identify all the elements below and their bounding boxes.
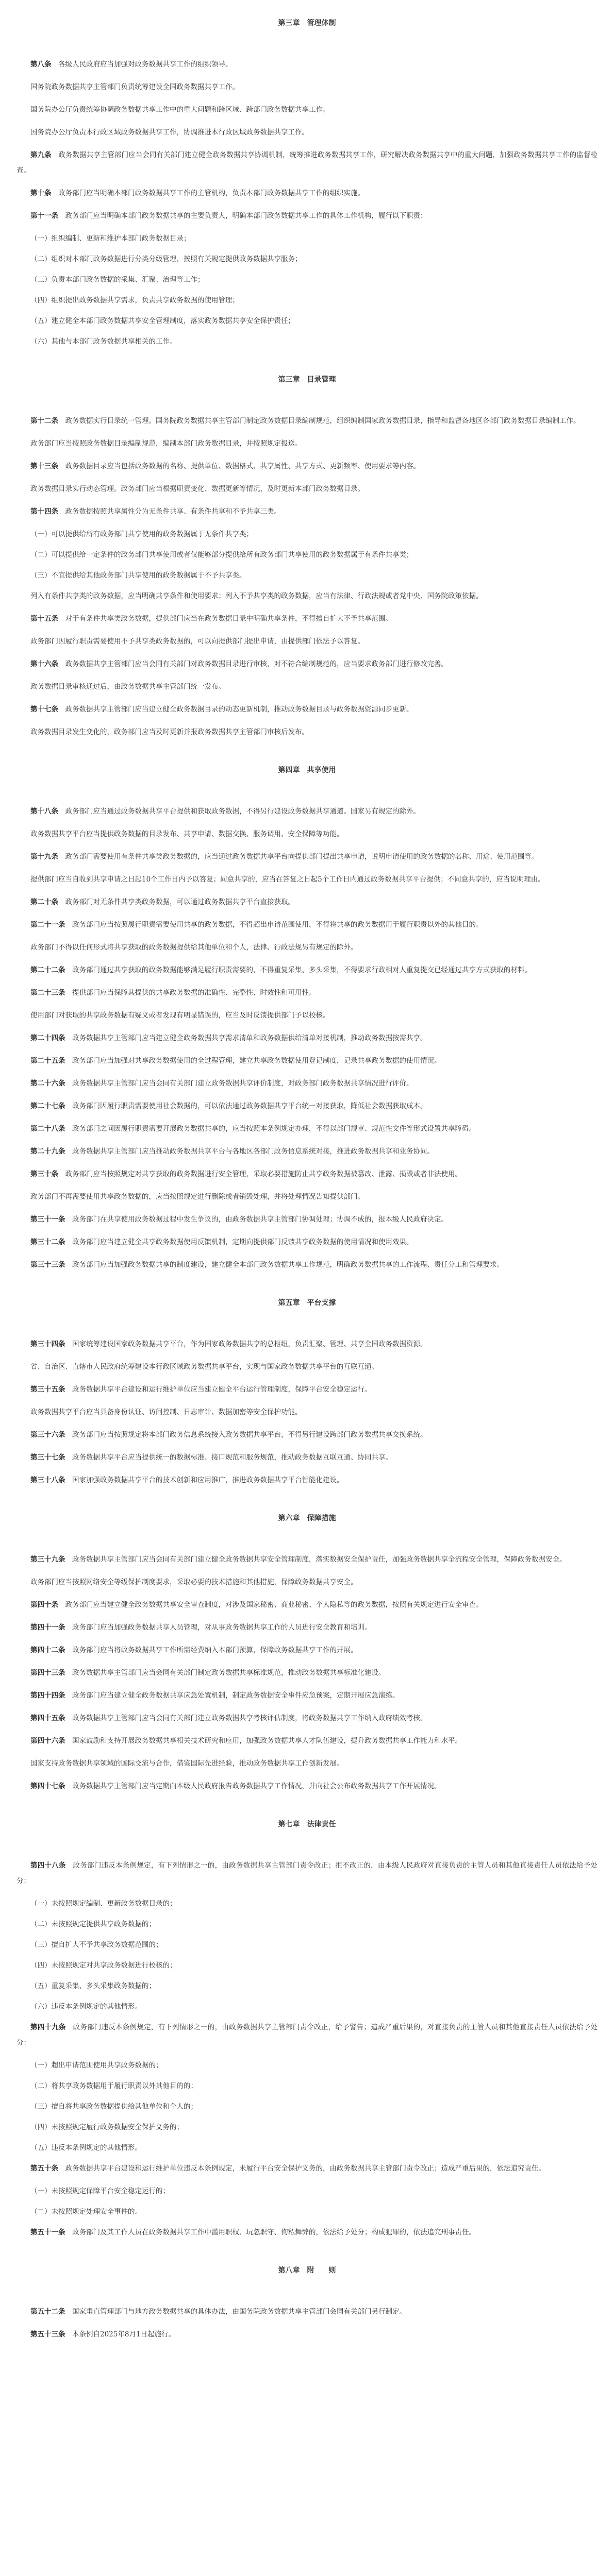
list-item: （二）可以提供给一定条件的政务部门共享使用或者仅能够部分提供给所有政务部门共享使用的政务数据属于有条件共享类；: [30, 551, 413, 559]
article-number: 第二十二条: [30, 966, 65, 974]
article-paragraph: [16, 826, 598, 842]
article-text: 政务部门应当按照规定对共享获取的政务数据进行安全管理，采取必要措施防止共享政务数据被篡改、泄露、损毁或者非法使用。: [65, 1170, 462, 1178]
article-number: 第十八条: [30, 807, 58, 816]
chapter-title: 第三章 管理体制: [278, 19, 336, 27]
article-text: 政务数据按照共享属性分为无条件共享、有条件共享和不予共享三类。: [65, 507, 281, 516]
article-number: 第二十条: [30, 898, 58, 906]
article-number: 第二十三条: [30, 989, 65, 997]
chapter-title: 第八章 附 则: [278, 2266, 336, 2275]
article-text: 政务数据实行目录统一管理。国务院政务数据共享主管部门制定政务数据目录编制规范，组织编制国家政务数据目录，指导和监督各地区各部门政务数据目录编制工作。: [65, 417, 580, 425]
article-text: 政务部门应当建立健全政务数据共享安全审查制度，对涉及国家秘密、商业秘密、个人隐私等的政务数据，按照有关规定进行安全审查。: [65, 1601, 483, 1609]
article-text: 本条例自2025年8月1日起施行。: [72, 2330, 176, 2338]
article-number: 第十二条: [30, 417, 58, 425]
article-number: 第三十四条: [30, 1340, 65, 1348]
article-number: 第三十条: [30, 1170, 58, 1178]
chapter-title: 第三章 目录管理: [278, 376, 336, 384]
list-item: （三）擅自扩大不予共享政务数据范围的；: [30, 1941, 163, 1949]
article-paragraph: [16, 634, 598, 649]
article-text: 省、自治区、直辖市人民政府统筹建设本行政区域政务数据共享平台，实现与国家政务数据共享平台的互联互通。: [30, 1363, 378, 1371]
article-text: 政务部门对无条件共享类政务数据，可以通过政务数据共享平台直接获取。: [65, 898, 295, 906]
article-text: 政务数据共享主管部门应当会同有关部门制定政务数据共享标准规范，推动政务数据共享标准化建设。: [72, 1669, 386, 1677]
article-text: 政务部门不再需要使用共享政务数据的，应当按照规定进行删除或者销毁处理，并将处理情况告知提供部门。: [30, 1193, 364, 1201]
article-text: 政务部门因履行职责需要使用社会数据的，可以依法通过政务数据共享平台统一对接获取，降低社会数据获取成本。: [72, 1102, 427, 1110]
chapter-title: 第五章 平台支撑: [278, 1299, 336, 1307]
article-paragraph: [16, 125, 598, 140]
article-number: 第四十四条: [30, 1691, 65, 1700]
article-text: 国务院办公厅负责统筹协调政务数据共享工作中的重大问题和跨区域、跨部门政务数据共享工作。: [30, 106, 330, 114]
article-paragraph: [16, 481, 598, 497]
article-text: 国务院办公厅负责本行政区域政务数据共享工作，协调推进本行政区域政务数据共享工作。: [30, 128, 309, 137]
article-text: 政务部门之间因履行职责需要开展政务数据共享的，应当按照本条例规定办理，不得以部门规章、规范性文件等形式设置共享障碍。: [72, 1125, 476, 1133]
list-item: （二）组织对本部门政务数据进行分类分级管理，按照有关规定提供政务数据共享服务；: [30, 255, 302, 263]
article-text: 政务数据共享平台建设和运行维护单位违反本条例规定，未履行平台安全保护义务的，由政务数据共享主管部门责令改正；造成严重后果的，依法追究责任。: [65, 2164, 545, 2173]
article-paragraph: [16, 1574, 598, 1590]
article-text: 政务部门应当按照网络安全等级保护制度要求，采取必要的技术措施和其他措施，保障政务数据共享安全。: [30, 1578, 358, 1586]
article-number: 第三十五条: [30, 1385, 65, 1394]
article-text: 对于有条件共享类政务数据，提供部门应当在政务数据目录中明确共享条件，不得擅自扩大不予共享范围。: [65, 615, 392, 623]
article-paragraph: [16, 436, 598, 451]
article-text: 政务部门应当按照规定将本部门政务信息系统接入政务数据共享平台，不得另行建设跨部门政务数据共享交换系统。: [72, 1431, 427, 1439]
list-item: （五）违反本条例规定的其他情形。: [30, 2144, 142, 2152]
article-text: 政务部门及其工作人员在政务数据共享工作中滥用职权、玩忽职守、徇私舞弊的，依法给予处分；构成犯罪的，依法追究刑事责任。: [72, 2228, 476, 2236]
article-paragraph: [16, 1710, 598, 1726]
article-number: 第二十五条: [30, 1057, 65, 1065]
chapter-title: 第六章 保障措施: [278, 1514, 336, 1522]
article-paragraph: [16, 1382, 598, 1397]
article-paragraph: [16, 208, 598, 224]
article-paragraph: [16, 1030, 598, 1046]
article-text: 政务部门应当明确本部门政务数据共享的主要负责人，明确本部门政务数据共享工作的具体工作机构，履行以下职责：: [65, 212, 427, 220]
article-paragraph: [16, 2327, 598, 2342]
article-text: 国家垂直管理部门与地方政务数据共享的具体办法，由国务院政务数据共享主管部门会同有关部门另行制定。: [72, 2308, 406, 2316]
list-item: （二）将共享政务数据用于履行职责以外其他目的的；: [30, 2082, 197, 2090]
list-item: （五）建立健全本部门政务数据共享安全管理制度，落实政务数据共享安全保护责任；: [30, 317, 295, 325]
list-item: （四）未按照规定对共享政务数据进行校核的；: [30, 1961, 177, 1970]
article-number: 第四十一条: [30, 1623, 65, 1632]
article-paragraph: [16, 894, 598, 910]
article-text: 政务部门应当按照政务数据目录编制规范，编制本部门政务数据目录，并按照规定报送。: [30, 439, 302, 448]
article-paragraph: [16, 1076, 598, 1091]
article-text: 政务数据目录审核通过后，由政务数据共享主管部门统一发布。: [30, 683, 225, 691]
article-number: 第三十九条: [30, 1555, 65, 1564]
article-paragraph: [16, 656, 598, 672]
article-paragraph: [16, 985, 598, 1001]
article-paragraph: [16, 702, 598, 717]
article-text: 政务部门应当加强政务数据共享的制度建设，建立健全本部门政务数据共享工作规范，明确政务数据共享的工作流程、责任分工和管理要求。: [72, 1261, 504, 1269]
article-number: 第八条: [30, 60, 52, 69]
article-number: 第十六条: [30, 660, 58, 668]
article-number: 第十条: [30, 189, 52, 197]
article-number: 第十四条: [30, 507, 58, 516]
article-number: 第五十二条: [30, 2308, 65, 2316]
article-paragraph: [16, 1778, 598, 1794]
article-number: 第十九条: [30, 853, 58, 861]
article-paragraph: [16, 1642, 598, 1658]
article-text: 使用部门对获取的共享政务数据有疑义或者发现有明显错误的，应当及时反馈提供部门予以校核。: [30, 1011, 330, 1020]
article-paragraph: [16, 940, 598, 955]
article-text: 政务数据共享主管部门应当会同有关部门建立健全政务数据共享协调机制，统筹推进政务数据共享工作，研究解决政务数据共享中的重大问题，加强政务数据共享工作的监督检查。: [16, 151, 598, 175]
article-text: 政务数据共享主管部门应当会同有关部门建立健全政务数据共享安全管理制度，落实数据安全保护责任，加强政务数据共享全流程安全管理，保障政务数据安全。: [72, 1555, 567, 1564]
article-paragraph: [16, 504, 598, 519]
list-item: （三）不宜提供给其他政务部门共享使用的政务数据属于不予共享类。: [30, 571, 246, 580]
chapter-title: 第七章 法律责任: [278, 1820, 336, 1828]
article-number: 第二十八条: [30, 1125, 65, 1133]
article-paragraph: [16, 2225, 598, 2240]
article-text: 提供部门应当保障其提供的共享政务数据的准确性、完整性、时效性和可用性。: [72, 989, 316, 997]
list-item: （三）负责本部门政务数据的采集、汇聚、治理等工作；: [30, 276, 205, 284]
article-text: 政务部门应当通过政务数据共享平台提供和获取政务数据，不得另行建设政务数据共享通道。国家另有规定的除外。: [65, 807, 420, 816]
article-paragraph: [16, 917, 598, 933]
article-paragraph: [16, 413, 598, 429]
article-text: 国家支持政务数据共享领域的国际交流与合作，借鉴国际先进经验，推动政务数据共享工作创新发展。: [30, 1759, 344, 1768]
article-paragraph: [16, 1053, 598, 1069]
article-number: 第五十三条: [30, 2330, 65, 2338]
article-number: 第四十三条: [30, 1669, 65, 1677]
article-number: 第二十六条: [30, 1079, 65, 1088]
article-paragraph: [16, 1212, 598, 1227]
article-paragraph: [16, 1404, 598, 1420]
article-number: 第二十九条: [30, 1147, 65, 1156]
article-number: 第二十一条: [30, 921, 65, 929]
list-item: （一）组织编制、更新和维护本部门政务数据目录；: [30, 234, 191, 243]
article-paragraph: [16, 1756, 598, 1771]
article-number: 第十五条: [30, 615, 58, 623]
article-paragraph: [16, 804, 598, 819]
article-number: 第十三条: [30, 462, 58, 470]
article-paragraph: [16, 1008, 598, 1023]
article-number: 第二十四条: [30, 1034, 65, 1042]
article-paragraph: [16, 611, 598, 626]
article-text: 国务院政务数据共享主管部门负责统筹建设全国政务数据共享工作。: [30, 83, 239, 91]
article-paragraph: [16, 1858, 598, 1889]
article-text: 政务数据共享平台应当提供统一的数据标准、接口规范和服务规范，推动政务数据互联互通、协同共享。: [72, 1453, 392, 1462]
article-paragraph: [16, 962, 598, 978]
article-text: 政务数据共享平台应当具备身份认证、访问控制、日志审计、数据加密等安全保护功能。: [30, 1408, 302, 1416]
list-item: （一）未按照规定编制、更新政务数据目录的；: [30, 1900, 177, 1908]
article-number: 第四十九条: [30, 2023, 66, 2031]
article-text: 政务部门在共享使用政务数据过程中发生争议的，由政务数据共享主管部门协调处理；协调不成的，报本级人民政府决定。: [72, 1215, 448, 1224]
article-paragraph: [16, 102, 598, 117]
article-number: 第三十三条: [30, 1261, 65, 1269]
article-paragraph: [16, 1688, 598, 1703]
article-paragraph: [16, 2161, 598, 2176]
article-paragraph: [16, 1234, 598, 1250]
article-paragraph: [16, 1189, 598, 1205]
list-item: （五）重复采集、多头采集政务数据的；: [30, 1982, 156, 1990]
list-item: （二）未按照规定处理安全事件的。: [30, 2208, 142, 2216]
article-text: 国家统筹建设国家政务数据共享平台，作为国家政务数据共享的总枢纽，负责汇聚、管理、共享全国政务数据资源。: [72, 1340, 427, 1348]
list-item: （二）未按照规定提供共享政务数据的；: [30, 1920, 156, 1928]
article-paragraph: [16, 872, 598, 887]
article-text: 政务数据目录发生变化的，政务部门应当及时更新并报政务数据共享主管部门审核后发布。: [30, 728, 309, 736]
article-paragraph: [16, 849, 598, 865]
list-item: （一）超出申请范围使用共享政务数据的；: [30, 2061, 163, 2070]
article-number: 第五十一条: [30, 2228, 65, 2236]
article-paragraph: [16, 2304, 598, 2319]
article-text: 政务部门违反本条例规定，有下列情形之一的，由政务数据共享主管部门责令改正；拒不改正的，由本级人民政府对直接负责的主管人员和其他直接责任人员依法给予处分：: [16, 1861, 598, 1885]
article-paragraph: [16, 724, 598, 740]
article-paragraph: [16, 1098, 598, 1114]
article-text: 列入有条件共享类的政务数据，应当明确共享条件和使用要求；列入不予共享类的政务数据，应当有法律、行政法规或者党中央、国务院政策依据。: [30, 592, 483, 600]
article-number: 第三十八条: [30, 1476, 65, 1484]
article-text: 政务部门不得以任何形式将共享获取的政务数据提供给其他单位和个人，法律、行政法规另有规定的除外。: [30, 943, 358, 952]
article-paragraph: [16, 1121, 598, 1137]
chapter-title: 第四章 共享使用: [278, 766, 336, 774]
article-paragraph: [16, 1597, 598, 1613]
article-paragraph: [16, 57, 598, 72]
article-text: 提供部门应当自收到共享申请之日起10个工作日内予以答复；同意共享的，应当在答复之日起5个工作日内通过政务数据共享平台提供；不同意共享的，应当说明理由。: [30, 875, 545, 884]
article-paragraph: [16, 1144, 598, 1159]
article-text: 政务部门应当明确本部门政务数据共享工作的主管机构，负责本部门政务数据共享工作的组织实施。: [58, 189, 364, 197]
article-paragraph: [16, 2020, 598, 2050]
article-text: 政务数据共享主管部门应当会同有关部门建立政务数据共享考核评估制度，将政务数据共享工作纳入政府绩效考核。: [72, 1714, 427, 1722]
article-paragraph: [16, 1336, 598, 1352]
article-paragraph: [16, 588, 598, 604]
article-text: 政务数据目录应当包括政务数据的名称、提供单位、数据格式、共享属性、共享方式、更新频率、使用要求等内容。: [65, 462, 420, 470]
article-number: 第九条: [30, 151, 52, 159]
article-number: 第四十五条: [30, 1714, 65, 1722]
article-paragraph: [16, 1427, 598, 1443]
article-number: 第四十七条: [30, 1782, 65, 1790]
article-number: 第三十七条: [30, 1453, 65, 1462]
article-paragraph: [16, 1166, 598, 1182]
article-paragraph: [16, 147, 598, 178]
article-paragraph: [16, 1450, 598, 1465]
article-paragraph: [16, 1552, 598, 1567]
article-text: 政务部门因履行职责需要使用不予共享类政务数据的，可以向提供部门提出申请，由提供部门依法予以答复。: [30, 637, 364, 646]
article-text: 政务部门通过共享获取的政务数据能够满足履行职责需要的，不得重复采集、多头采集，不得要求行政相对人重复提交已经通过共享方式获取的材料。: [72, 966, 532, 974]
article-paragraph: [16, 1620, 598, 1635]
list-item: （四）未按照规定履行政务数据安全保护义务的；: [30, 2123, 184, 2131]
article-paragraph: [16, 459, 598, 474]
article-text: 政务数据共享主管部门应当建立健全政务数据目录的动态更新机制，推动政务数据目录与政务数据资源同步更新。: [65, 705, 413, 714]
article-paragraph: [16, 1472, 598, 1488]
list-item: （六）其他与本部门政务数据共享相关的工作。: [30, 337, 177, 346]
list-item: （四）组织提出政务数据共享需求，负责共享政务数据的使用管理；: [30, 296, 239, 304]
article-paragraph: [16, 1665, 598, 1681]
article-text: 政务部门应当建立健全共享政务数据使用反馈机制，定期向提供部门反馈共享政务数据的使用情况和使用效果。: [72, 1238, 413, 1246]
article-text: 政务数据共享平台建设和运行维护单位应当建立健全平台运行管理制度，保障平台安全稳定运行。: [72, 1385, 372, 1394]
list-item: （三）擅自将共享政务数据提供给其他单位和个人的；: [30, 2103, 197, 2111]
article-text: 政务数据共享主管部门应当会同有关部门对政务数据目录进行审核，对不符合编制规范的，应当要求政务部门进行修改完善。: [65, 660, 448, 668]
article-text: 政务数据共享主管部门应当建立健全政务数据共享需求清单和政务数据供给清单对接机制，推动政务数据按需共享。: [72, 1034, 427, 1042]
article-text: 政务部门应当加强对共享政务数据使用的全过程管理，建立共享政务数据使用登记制度，记录共享政务数据的使用情况。: [72, 1057, 441, 1065]
article-paragraph: [16, 79, 598, 95]
article-number: 第三十六条: [30, 1431, 65, 1439]
article-text: 政务部门应当按照履行职责需要使用共享的政务数据，不得超出申请范围使用，不得将共享的政务数据用于履行职责以外的其他目的。: [72, 921, 483, 929]
article-number: 第四十二条: [30, 1646, 65, 1654]
article-text: 政务数据共享主管部门应当会同有关部门建立政务数据共享评价制度，对政务部门政务数据共享情况进行评价。: [72, 1079, 413, 1088]
article-text: 政务部门应当建立健全政务数据共享应急处置机制，制定政务数据安全事件应急预案，定期开展应急演练。: [72, 1691, 400, 1700]
article-text: 政务数据共享主管部门应当定期向本级人民政府报告政务数据共享工作情况，并向社会公布政务数据共享工作开展情况。: [72, 1782, 441, 1790]
article-text: 政务部门需要使用有条件共享类政务数据的，应当通过政务数据共享平台向提供部门提出共享申请，说明申请使用的政务数据的名称、用途、使用范围等。: [65, 853, 539, 861]
article-number: 第十七条: [30, 705, 58, 714]
article-number: 第四十八条: [30, 1861, 66, 1870]
article-text: 政务部门应当加强政务数据共享人员管理，对从事政务数据共享工作的人员进行安全教育和培训。: [72, 1623, 372, 1632]
article-paragraph: [16, 185, 598, 201]
article-text: 政务数据共享主管部门应当推动政务数据共享平台与各地区各部门政务信息系统对接，推进政务数据共享和业务协同。: [72, 1147, 434, 1156]
article-paragraph: [16, 679, 598, 694]
article-paragraph: [16, 1359, 598, 1375]
article-number: 第十一条: [30, 212, 58, 220]
article-text: 政务部门应当将政务数据共享工作所需经费纳入本部门预算，保障政务数据共享工作的开展。: [72, 1646, 358, 1654]
list-item: （六）违反本条例规定的其他情形。: [30, 2003, 142, 2011]
list-item: （一）未按照规定保障平台安全稳定运行的；: [30, 2187, 170, 2195]
article-text: 国家鼓励和支持开展政务数据共享相关技术研究和应用，加强政务数据共享人才队伍建设，提升政务数据共享工作能力和水平。: [72, 1737, 462, 1745]
article-text: 政务数据共享平台应当提供政务数据的目录发布、共享申请、数据交换、服务调用、安全保障等功能。: [30, 830, 344, 838]
article-paragraph: [16, 1733, 598, 1749]
article-number: 第三十一条: [30, 1215, 65, 1224]
article-text: 国家加强政务数据共享平台的技术创新和应用推广，推进政务数据共享平台智能化建设。: [72, 1476, 344, 1484]
article-number: 第四十条: [30, 1601, 58, 1609]
article-number: 第五十条: [30, 2164, 58, 2173]
article-number: 第二十七条: [30, 1102, 65, 1110]
article-text: 政务数据目录实行动态管理。政务部门应当根据职责变化、数据更新等情况，及时更新本部门政务数据目录。: [30, 485, 364, 493]
article-text: 各级人民政府应当加强对政务数据共享工作的组织领导。: [58, 60, 233, 69]
list-item: （一）可以提供给所有政务部门共享使用的政务数据属于无条件共享类；: [30, 530, 253, 538]
article-number: 第四十六条: [30, 1737, 65, 1745]
article-number: 第三十二条: [30, 1238, 65, 1246]
article-text: 政务部门违反本条例规定，有下列情形之一的，由政务数据共享主管部门责令改正，给予警告；造成严重后果的，对直接负责的主管人员和其他直接责任人员依法给予处分：: [16, 2023, 598, 2047]
article-paragraph: [16, 1257, 598, 1273]
